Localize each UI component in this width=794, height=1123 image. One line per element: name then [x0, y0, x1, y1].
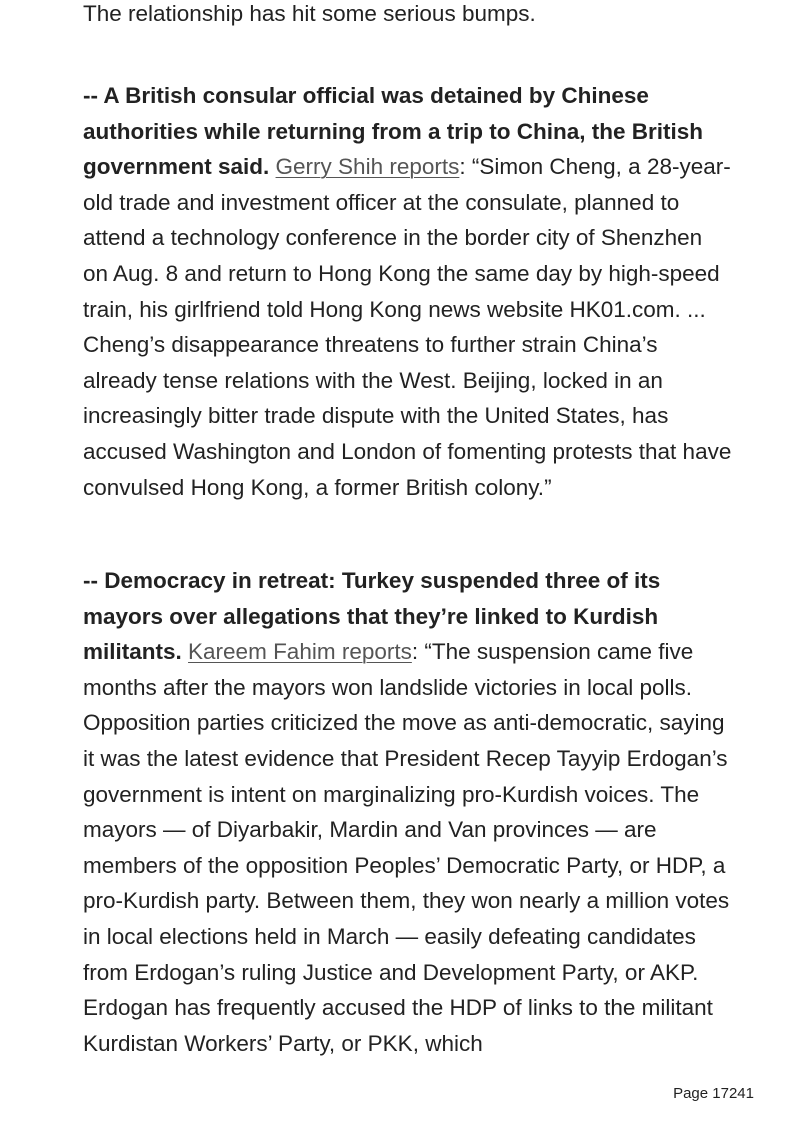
gerry-shih-reports-link[interactable]: Gerry Shih reports	[275, 154, 460, 180]
news-item-turkey-mayors	[83, 563, 733, 1061]
item-headline: -- Democracy in retreat: Turkey suspended three of its mayors over allegations that they’re linked to Kurdish militants.	[83, 568, 661, 665]
item-headline: -- A British consular official was detained by Chinese authorities while returning from a trip to China, the British government said.	[83, 83, 704, 180]
cut-off-top-line	[83, 1, 733, 47]
kareem-fahim-reports-link[interactable]: Kareem Fahim reports	[188, 639, 412, 665]
page-number: Page 17241	[673, 1085, 754, 1102]
item-body: : “The suspension came five months after the mayors won landslide victories in local polls. Opposition parties criticized the move as anti-democratic, saying it was the latest evidence that President Recep Tayyip Erdogan’s government is intent on marginalizing pro-Kurdish voices. The mayors — of Diyarbakir, Mardin and Van provinces — are members of the opposition Peoples’ Democratic Party, or HDP, a pro-Kurdish party. Between them, they won nearly a million votes in local elections held in March — easily defeating candidates from Erdogan’s ruling Justice and Development Party, or AKP. Erdogan has frequently accused the HDP of links to the militant Kurdistan Workers’ Party, or PKK, which	[83, 639, 730, 1056]
cut-line-text: The relationship has hit some serious bumps.	[83, 1, 536, 26]
item-body: : “Simon Cheng, a 28-year-old trade and investment officer at the consulate, planned to attend a technology conference in the border city of Shenzhen on Aug. 8 and return to Hong Kong the same day by high-speed train, his girlfriend told Hong Kong news website HK01.com. ... Cheng’s disappearance threatens to further strain China’s already tense relations with the West. Beijing, locked in an increasingly bitter trade dispute with the United States, has accused Washington and London of fomenting protests that have convulsed Hong Kong, a former British colony.”	[83, 154, 732, 500]
news-item-british-official	[83, 78, 733, 505]
